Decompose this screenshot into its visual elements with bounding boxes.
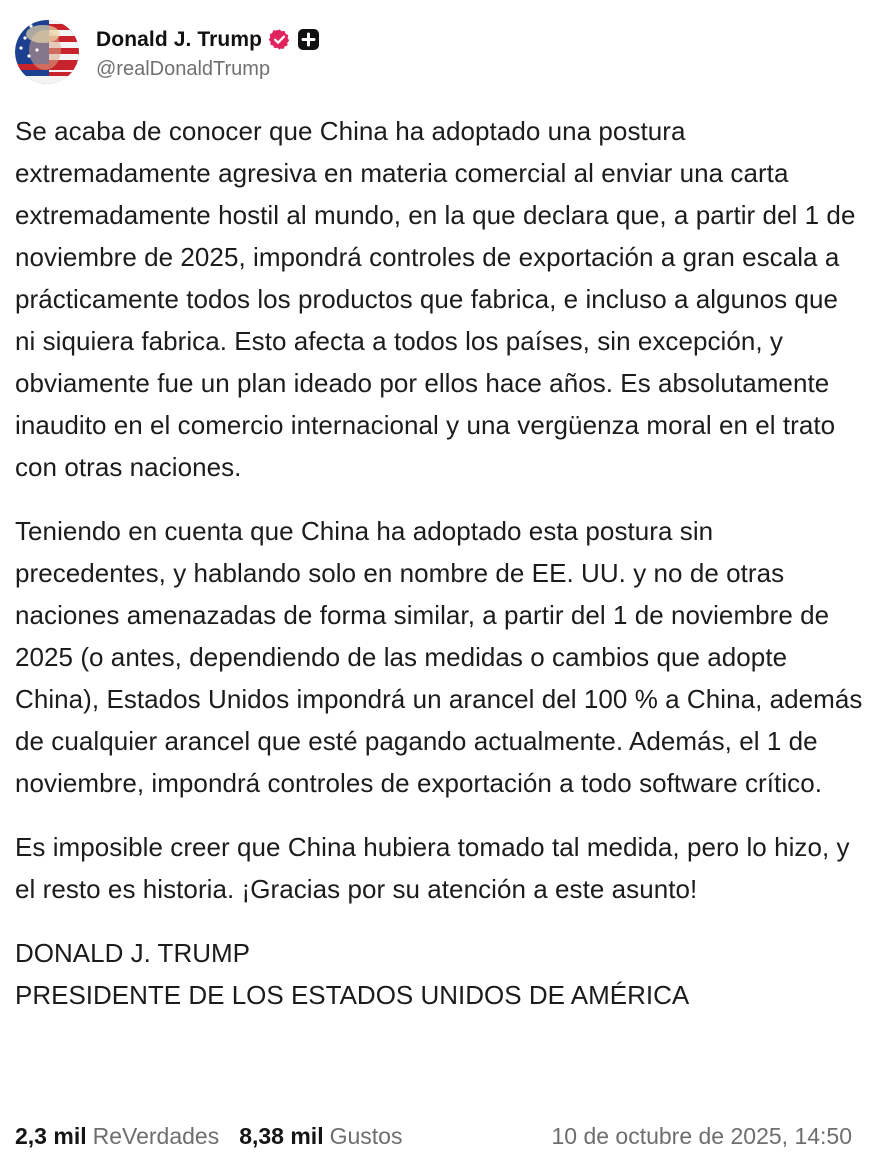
- likes-stat[interactable]: [239, 1123, 402, 1150]
- post-timestamp[interactable]: 10 de octubre de 2025, 14:50: [551, 1122, 852, 1149]
- avatar-image: [15, 20, 79, 84]
- signature-title: PRESIDENTE DE LOS ESTADOS UNIDOS DE AMÉRICA: [15, 980, 690, 1010]
- post-body: [15, 110, 865, 1016]
- likes-count: 8,38 mil: [239, 1122, 324, 1149]
- plus-square-icon[interactable]: [298, 29, 319, 50]
- author-handle[interactable]: @realDonaldTrump: [96, 57, 271, 80]
- likes-label: Gustos: [329, 1122, 403, 1149]
- avatar[interactable]: [15, 20, 79, 84]
- signature-name: DONALD J. TRUMP: [15, 938, 250, 968]
- post-footer: [15, 1116, 852, 1156]
- post-paragraph: Se acaba de conocer que China ha adoptado una postura extremadamente agresiva en materia comercial al enviar una carta extremadamente hostil al mundo, en la que declara que, a partir del 1 de noviembre de 2025, impondrá controles de exportación a gran escala a prácticamente todos los productos que fabrica, e incluso a algunos que ni siquiera fabrica. Esto afecta a todos los países, sin excepción, y obviamente fue un plan ideado por ellos hace años. Es absolutamente inaudito en el comercio internacional y una vergüenza moral en el trato con otras naciones.: [15, 116, 856, 482]
- reposts-count: 2,3 mil: [15, 1122, 87, 1149]
- author-display-name[interactable]: Donald J. Trump: [96, 27, 263, 51]
- author-identity: [96, 24, 319, 81]
- reposts-label: ReVerdades: [92, 1122, 220, 1149]
- post-header: [15, 20, 319, 84]
- verified-badge-icon: [268, 28, 291, 51]
- post-paragraph: Teniendo en cuenta que China ha adoptado esta postura sin precedentes, y hablando solo en nombre de EE. UU. y no de otras naciones amenazadas de forma similar, a partir del 1 de noviembre de 2025 (o antes, dependiendo de las medidas o cambios que adopte China), Estados Unidos impondrá un arancel del 100 % a China, además de cualquier arancel que esté pagando actualmente. Además, el 1 de noviembre, impondrá controles de exportación a todo software crítico.: [15, 516, 863, 798]
- post-paragraph: Es imposible creer que China hubiera tomado tal medida, pero lo hizo, y el resto es historia. ¡Gracias por su atención a este asunto!: [15, 832, 850, 904]
- name-row: [96, 24, 319, 56]
- reposts-stat[interactable]: [15, 1123, 219, 1150]
- post-signature: [15, 932, 865, 1016]
